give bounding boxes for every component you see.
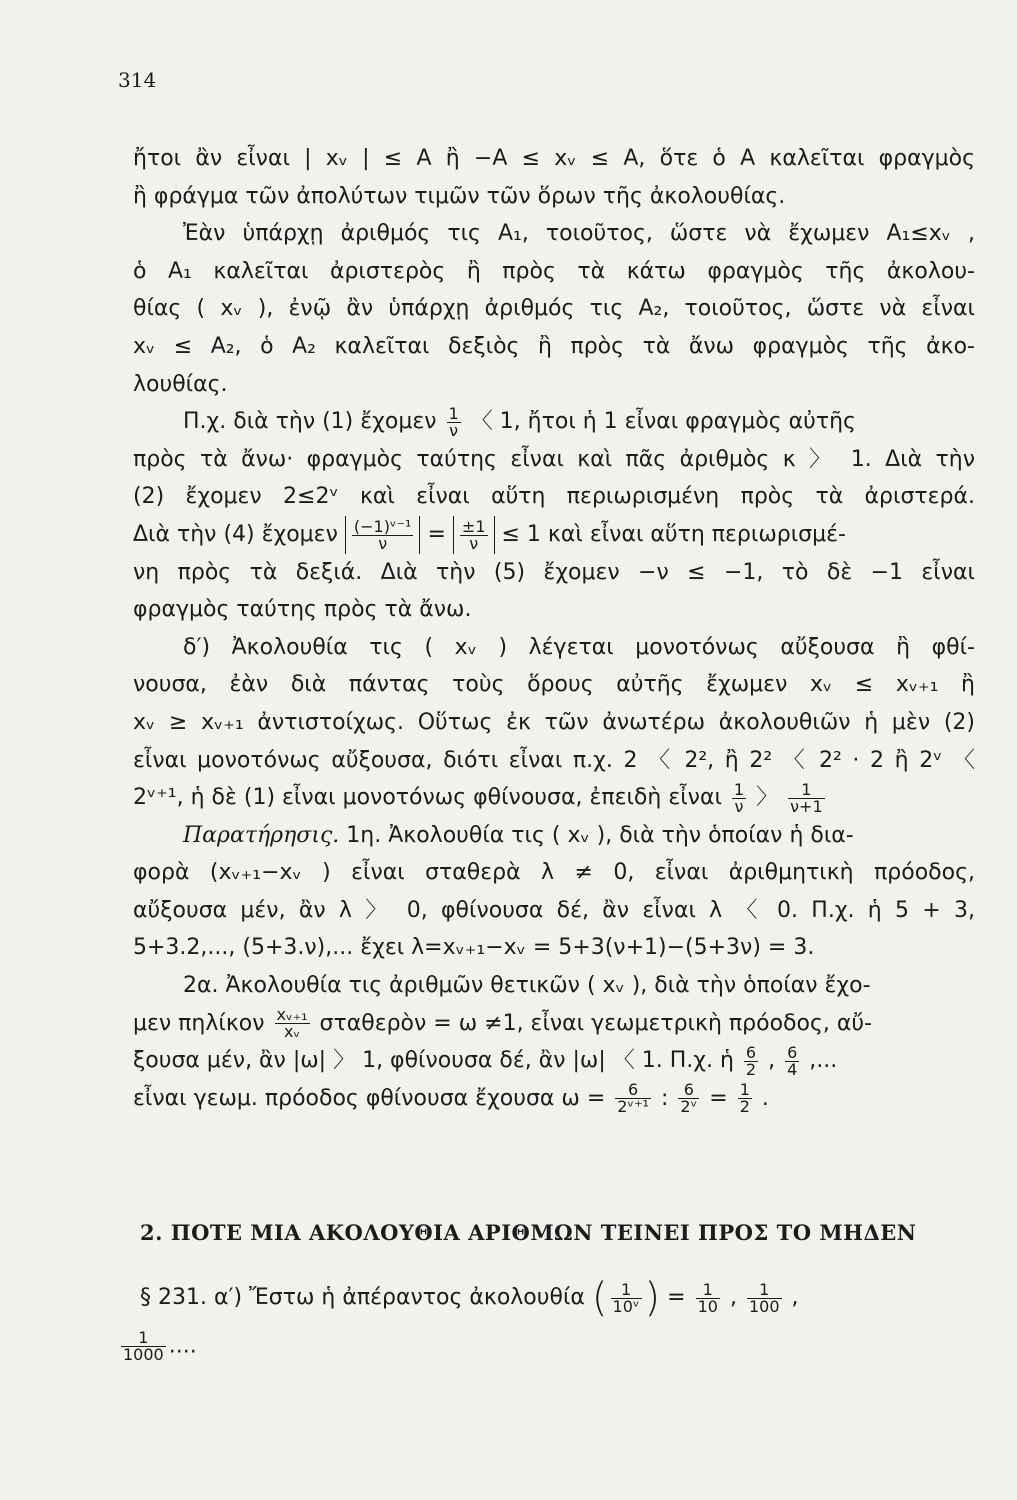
greater-than: 〉 — [756, 785, 779, 811]
paragraph-231 — [140, 1275, 970, 1321]
text-line: ἤτοι ἂν εἶναι | xᵥ | ≤ Α ἢ −Α ≤ xᵥ ≤ Α, ὅτε ὁ Α καλεῖται φραγμὸς — [133, 146, 975, 171]
text-fragment: 〈 1, ἤτοι ἡ 1 εἶναι φραγμὸς αὐτῆς — [470, 409, 856, 435]
fraction — [732, 779, 746, 816]
text-fragment: μεν πηλίκον — [133, 1010, 265, 1036]
text-line: (2) ἔχομεν 2≤2ᵛ καὶ εἶναι αὕτη περιωρισμένη πρὸς τὰ ἀριστερά. — [133, 484, 975, 510]
text-fragment: 1η. Ἀκολουθία τις ( xᵥ ), διὰ τὴν ὁποίαν ἡ δια- — [346, 822, 854, 848]
text-fragment: Π.χ. διὰ τὴν (1) ἔχομεν — [183, 409, 437, 435]
text-fragment: σταθερὸν = ω ≠1, εἶναι γεωμετρικὴ πρόοδος, αὔ- — [319, 1010, 873, 1036]
denominator: 10 — [697, 1296, 718, 1316]
denominator: 10ᵛ — [612, 1296, 640, 1316]
text-line: xᵥ ≤ Α₂, ὁ Α₂ καλεῖται δεξιὸς ἢ πρὸς τὰ ἄνω φραγμὸς τῆς ἀκο- — [133, 333, 975, 359]
text-line: δ′) Ἀκολουθία τις ( xᵥ ) λέγεται μονοτόνως αὔξουσα ἢ φθί- — [183, 634, 975, 660]
comma: , — [791, 1285, 799, 1310]
fraction — [747, 1279, 782, 1316]
denominator: 2ᵛ — [680, 1097, 698, 1117]
text-fragment: § 231. α′) Ἔστω ἡ ἀπέραντος ἀκολουθία — [140, 1285, 585, 1310]
example-line — [133, 1042, 975, 1080]
denominator: ν+1 — [790, 796, 823, 816]
numerator: 1 — [733, 779, 745, 799]
denominator: 2ᵛ⁺¹ — [617, 1097, 649, 1117]
fraction — [121, 1330, 166, 1363]
text-fragment: ≤ 1 καὶ εἶναι αὕτη περιωρισμέ- — [501, 521, 846, 547]
numerator: 6 — [678, 1082, 699, 1099]
text-line: θίας ( xᵥ ), ἐνῷ ἂν ὑπάρχῃ ἀριθμός τις Α₂, τοιοῦτος, ὥστε νὰ εἶναι — [133, 296, 975, 322]
page-number: 314 — [118, 68, 157, 92]
fraction — [696, 1279, 720, 1316]
numerator: 6 — [745, 1042, 757, 1062]
numerator: 1 — [448, 403, 459, 423]
text-line: ἢ φράγμα τῶν ἀπολύτων τιμῶν τῶν ὅρων τῆς ἀκολουθίας. — [133, 183, 786, 209]
denominator: 2 — [739, 1097, 750, 1117]
denominator: 4 — [787, 1059, 798, 1079]
text-line: 2α. Ἀκολουθία τις ἀριθμῶν θετικῶν ( xᵥ ), διὰ τὴν ὁποίαν ἔχο- — [183, 973, 871, 999]
text-line: xᵥ ≥ xᵥ₊₁ ἀντιστοίχως. Οὕτως ἐκ τῶν ἀνωτέρω ἀκολουθιῶν ἡ μὲν (2) — [133, 709, 975, 735]
text-line: 5+3.2,..., (5+3.ν),... ἔχει λ=xᵥ₊₁−xᵥ = 5+3(ν+1)−(5+3ν) = 3. — [133, 935, 815, 961]
paren-open: ( — [591, 1275, 608, 1321]
numerator: 1 — [121, 1330, 166, 1347]
denominator: ν — [378, 533, 388, 553]
text-line: λουθίας. — [133, 371, 228, 397]
equals-sign: = — [427, 521, 446, 547]
numerator: 6 — [615, 1082, 651, 1099]
section-heading: 2. ΠΟΤΕ ΜΙΑ ΑΚΟΛΟΥΘΙΑ ΑΡΙΘΜΩΝ ΤΕΙΝΕΙ ΠΡΟΣ ΤΟ ΜΗΔΕΝ — [140, 1220, 917, 1245]
numerator: 1 — [611, 1282, 642, 1299]
fraction — [352, 516, 414, 553]
denominator: ν — [449, 420, 459, 440]
paren-close: ) — [644, 1275, 661, 1321]
text-line: εἶναι μονοτόνως αὔξουσα, διότι εἶναι π.χ. 2 〈 2², ἢ 2² 〈 2² · 2 ἢ 2ᵛ 〈 — [133, 747, 975, 773]
numerator: 1 — [739, 1080, 750, 1100]
numerator: 1 — [747, 1282, 782, 1299]
text-fragment: 2ᵛ⁺¹, ἡ δὲ (1) εἶναι μονοτόνως φθίνουσα, ἐπειδὴ εἶναι — [133, 785, 722, 811]
comma: , — [768, 1048, 776, 1074]
colon: : — [660, 1085, 669, 1111]
text-line: πρὸς τὰ ἄνω· φραγμὸς ταύτης εἶναι καὶ πᾶς ἀριθμὸς κ 〉 1. Διὰ τὴν — [133, 446, 975, 472]
text-line: φορὰ (xᵥ₊₁−xᵥ ) εἶναι σταθερὰ λ ≠ 0, εἶναι ἀριθμητικὴ πρόοδος, — [133, 860, 975, 886]
fraction — [447, 403, 461, 440]
denominator: 2 — [745, 1059, 757, 1079]
denominator: ν — [734, 796, 744, 816]
fraction — [744, 1042, 758, 1079]
text-line: νη πρὸς τὰ δεξιά. Διὰ τὴν (5) ἔχομεν −ν ≤ −1, τὸ δὲ −1 εἶναι — [133, 559, 975, 585]
absolute-value — [453, 516, 495, 553]
numerator: 1 — [788, 782, 825, 799]
remark-label: Παρατήρησις. — [183, 822, 340, 848]
fraction — [678, 1082, 699, 1115]
fraction — [275, 1007, 310, 1040]
numerator: 1 — [696, 1282, 720, 1299]
comma: , — [729, 1285, 737, 1310]
fraction — [460, 516, 488, 553]
text-fragment: ξουσα μέν, ἂν |ω| 〉 1, φθίνουσα δέ, ἂν |ω| 〈 1. Π.χ. ἡ — [133, 1048, 734, 1074]
numerator: ±1 — [461, 516, 486, 536]
example-line — [133, 403, 975, 441]
period: . — [761, 1085, 769, 1111]
fraction — [738, 1082, 752, 1115]
text-line: αὔξουσα μέν, ἂν λ 〉 0, φθίνουσα δέ, ἂν εἶναι λ 〈 0. Π.χ. ἡ 5 + 3, — [133, 897, 975, 923]
text-fragment: ,... — [809, 1048, 838, 1074]
text-line: Ἐὰν ὑπάρχῃ ἀριθμός τις Α₁, τοιοῦτος, ὥστε νὰ ἔχωμεν Α₁≤xᵥ , — [183, 221, 975, 247]
text-line: ὁ Α₁ καλεῖται ἀριστερὸς ἢ πρὸς τὰ κάτω φραγμὸς τῆς ἀκολου- — [133, 258, 975, 284]
numerator: xᵥ₊₁ — [276, 1005, 308, 1025]
example-line — [133, 1005, 975, 1043]
text-fragment: εἶναι γεωμ. πρόοδος φθίνουσα ἔχουσα ω = — [133, 1085, 606, 1111]
text-fragment: Διὰ τὴν (4) ἔχομεν — [133, 521, 338, 547]
absolute-value — [345, 516, 421, 553]
remark-line — [133, 817, 975, 855]
fraction — [611, 1279, 642, 1316]
denominator: 100 — [748, 1296, 780, 1316]
denominator: ν — [469, 533, 479, 553]
continuation-line — [118, 1330, 197, 1363]
text-line: φραγμὸς ταύτης πρὸς τὰ ἄνω. — [133, 597, 472, 623]
example-line — [133, 779, 975, 817]
text-line: νουσα, ἐὰν διὰ πάντας τοὺς ὅρους αὐτῆς ἔχωμεν xᵥ ≤ xᵥ₊₁ ἢ — [133, 672, 975, 698]
numerator: (−1)ᵛ⁻¹ — [353, 516, 412, 536]
ellipsis: .... — [168, 1333, 197, 1359]
equals-sign: = — [667, 1285, 686, 1310]
equals-sign: = — [709, 1085, 728, 1111]
denominator: 1000 — [123, 1345, 164, 1364]
example-line — [133, 1080, 975, 1118]
main-text — [133, 140, 975, 1117]
numerator: 6 — [787, 1042, 798, 1062]
fraction — [615, 1082, 651, 1115]
fraction — [785, 1042, 799, 1079]
denominator: xᵥ — [283, 1022, 301, 1042]
fraction — [788, 779, 825, 816]
example-line — [133, 516, 975, 554]
